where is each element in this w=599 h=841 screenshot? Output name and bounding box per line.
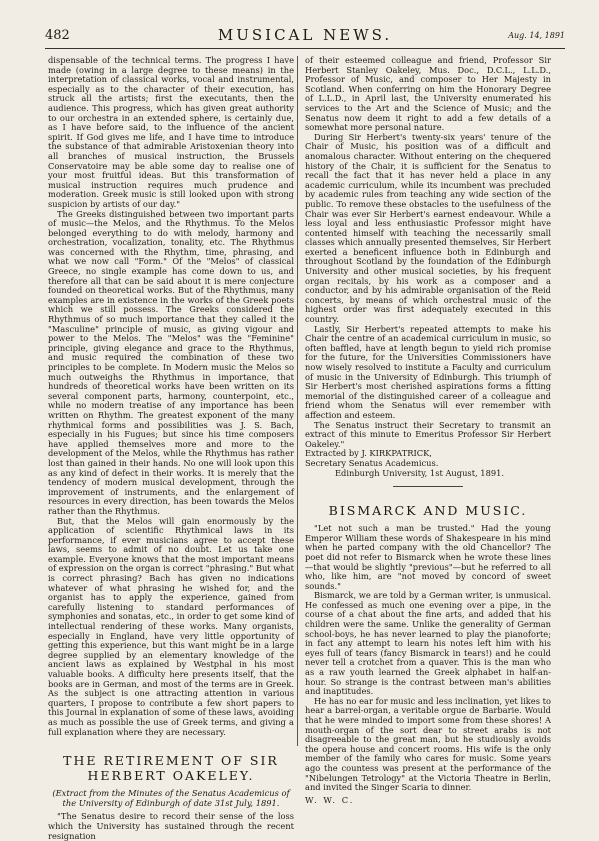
article-paragraph: Lastly, Sir Herbert's repeated attempts to make his Chair the centre of an academical curriculum in music, so often baffled, have at length begun to yield rich promise for the future, for the Universities Commissioners have now wisely resolved to institute a Faculty and curriculum of music in the University of Edinburgh. This triumph of Sir Herbert's most cherished aspirations forms a fitting memorial of the distinguished career of a colleague and friend whom the Senatus will ever remember with affection and esteem. [305,323,551,420]
article-paragraph: The Senatus instruct their Secretary to transmit an extract of this minute to Emeritus Professor Sir Herbert Oakeley." [305,419,551,449]
right-column [305,56,551,805]
section-heading-retirement: THE RETIREMENT OF SIR HERBERT OAKELEY. [63,753,279,784]
author-initials: W. W. C. [305,794,355,805]
masthead-title: MUSICAL NEWS. [217,26,393,44]
left-column [48,56,294,841]
article-paragraph: The Greeks distinguished between two important parts of music—the Melos, and the Rhythmus. To the Melos belonged everything to do with melody, harmony and orchestration, vocalization, tonality, etc. The Rhythmus was concerned with the Rhythm, time, phrasing, and what we now call "Form." Of the "Melos" of classical Greece, no single example has come down to us, and therefore all that can be said about it is mere conjecture founded on theoretical works. But of the Rhythmus, many examples are in existence in the works of the Greek poets which we still possess. The Greeks considered the Rhythmus of so much importance that they called it the "Masculine" principle of music, as giving vigour and power to the Melos. The "Melos" was the "Feminine" principle, giving elegance and grace to the Rhythmus, and music required the combination of these two principles to be complete. In Modern music the Melos so much outweighs the Rhythmus in importance, that hundreds of theoretical works have been written on its several component parts, harmony, counterpoint, etc., while no modern treatise of any importance has been written on Rhythm. The greatest exponent of the many rhythmical forms and possibilities was J. S. Bach, especially in his Fugues; but since his time composers have applied themselves more and more to the development of the Melos, while the Rhythmus has rather lost than gained in their hands. No one will look upon this as any kind of defect in their works. It is merely that the tendency of modern musical development, through the improvement of instruments, and the enlargement of resources in every direction, has been towards the Melos rather than the Rhythmus. [48,208,294,516]
signature-title: Secretary Senatus Academicus. [305,457,439,468]
article-paragraph: During Sir Herbert's twenty-six years' tenure of the Chair of Music, his position was of a difficult and anomalous character. Without entering on the chequered history of the Chair, it is sufficient for the Senatus to recall the fact that it has never held a place in any academic curriculum, while its incumbent was precluded by academic rules from teaching any wide section of the public. To remove these obstacles to the usefulness of the Chair was ever Sir Herbert's earnest endeavour. While a less loyal and less enthusiastic Professor might have contented himself with teaching the necessarily small classes which annually presented themselves, Sir Herbert exerted a beneficent influence both in Edinburgh and throughout Scotland by the foundation of the Edinburgh University and other musical societies, by his frequent organ recitals, by his work as a composer and a conductor, and by his admirable organisation of the Reid concerts, by means of which orchestral music of the highest order was first adequately executed in this country. [305,131,551,325]
signature-place-date: Edinburgh University, 1st August, 1891. [335,467,505,478]
section-divider [393,486,463,487]
article-paragraph: "Let not such a man be trusted." Had the young Emperor William these words of Shakespeare in his mind when he parted company with the old Chancellor? The poet did not refer to Bismarck when he wrote these lines—that would be slightly "previous"—but he referred to all who, like him, are "not moved by concord of sweet sounds." [305,523,551,591]
section-heading-bismarck: BISMARCK AND MUSIC. [328,503,528,519]
signature-line: Extracted by J. KIRKPATRICK, [305,448,432,459]
article-paragraph: of their esteemed colleague and friend, Professor Sir Herbert Stanley Oakeley, Mus. Doc., D.C.L., L.L.D., Professor of Music, and composer to Her Majesty in Scotland. When conferring on him the Honorary Degree of L.L.D., in April last, the University enumerated his services to the Art and the Science of Music; and the Senatus now deem it right to add a few details of a somewhat more personal nature. [305,55,551,133]
page-number: 482 [45,28,70,43]
issue-date: Aug. 14, 1891 [508,31,565,40]
section-subheading-extract: (Extract from the Minutes of the Senatus Academicus of the University of Edinburgh of date 31st July, 1891. [52,788,290,808]
article-paragraph: But, that the Melos will gain enormously by the application of scientific Rhythmical laws in its performance, if ever musicians agree to accept these laws, seems to admit of no doubt. Let us take one example. Everyone knows that the most important means of expression on the organ is correct "phrasing." But what is correct phrasing? Bach has given no indications whatever of what phrasing he wished for, and the organist has to apply the experience, gained from carefully listening to standard performances of symphonies and sonatas, etc., in order to get some kind of intellectual rendering of these works. Many organists, especially in England, have very little opportunity of getting this experience, but this want might be in a large degree supplied by an elementary knowledge of the ancient laws as explained by Westphal in his most valuable books. A difficulty here presents itself, that the books are in German, and most of the terms are in Greek. As the subject is one attracting attention in various quarters, I propose to contribute a few short papers to this Journal in explanation of some of these laws, avoiding as much as possible the use of Greek terms, and giving a full explanation where they are necessary. [48,515,294,737]
article-paragraph: Bismarck, we are told by a German writer, is unmusical. He confessed as much one evening over a pipe, in the course of a chat about the fine arts, and added that his children were the same. Unlike the generality of German school-boys, he has never learned to play the pianoforte; in fact any attempt to learn his notes left him with his eyes full of tears (fancy Bismarck in tears!) and he could never tell a crotchet from a quaver. This is the man who as a raw youth learned the Greek alphabet in half-an-hour. So strange is the contrast between man's abilities and inaptitudes. [305,590,551,697]
article-paragraph: dispensable of the technical terms. The progress I have made (owing in a large degree to these means) in the interpretation of classical works, vocal and instrumental, especially as to the character of their execution, has struck all the artists; first the executants, then the audience. This progress, which has given great authority to our orchestra in an extended sphere, is certainly due, as I have before said, to the influence of the ancient spirit. If God gives me life, and I have time to introduce the substance of that admirable Aristoxenian theory into all branches of musical instruction, the Brussels Conservatoire may be able some day to realise one of your most fruitful ideas. But this transformation of musical instruction requires much prudence and moderation. Greek music is still looked upon with strong suspicion by artists of our day." [48,55,294,209]
column-divider [297,56,298,746]
article-paragraph: He has no ear for music and less inclination, yet likes to hear a barrel-organ, a veritable orgue de Barbarie. Would that he were minded to import some from these shores! A mouth-organ of the sort dear to street arabs is not disagreeable to the great man, but he studiously avoids the opera house and concert rooms. His wife is the only member of the family who cares for music. Some years ago the countess was present at the performance of the "Nibelungen Tetrology" at the Victoria Theatre in Berlin, and invited the Singer Scaria to dinner. [305,695,551,793]
page-header [45,26,565,49]
article-paragraph: "The Senatus desire to record their sense of the loss which the University has sustained through the recent resignation [48,811,294,841]
